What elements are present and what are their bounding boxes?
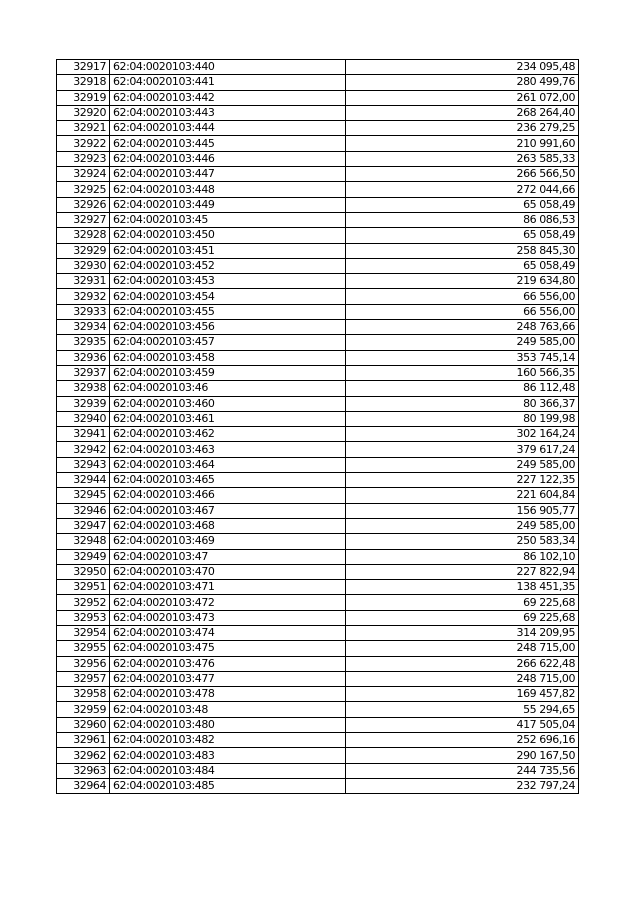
table-row: [57, 212, 579, 227]
cadastral-value-cell: 86 112,48: [346, 381, 579, 396]
table-row: [57, 182, 579, 197]
row-number-cell: 32925: [57, 182, 110, 197]
table-row: [57, 105, 579, 120]
row-number-cell: 32940: [57, 411, 110, 426]
table-body: [57, 60, 579, 794]
row-number-cell: 32951: [57, 580, 110, 595]
cadastral-value-cell: 65 058,49: [346, 197, 579, 212]
cadastral-number-cell: 62:04:0020103:447: [110, 167, 346, 182]
table-row: [57, 625, 579, 640]
row-number-cell: 32955: [57, 641, 110, 656]
row-number-cell: 32933: [57, 304, 110, 319]
table-row: [57, 687, 579, 702]
cadastral-value-cell: 69 225,68: [346, 595, 579, 610]
cadastral-number-cell: 62:04:0020103:459: [110, 365, 346, 380]
table-row: [57, 90, 579, 105]
cadastral-number-cell: 62:04:0020103:484: [110, 763, 346, 778]
cadastral-value-cell: 266 566,50: [346, 167, 579, 182]
cadastral-value-cell: 258 845,30: [346, 243, 579, 258]
cadastral-number-cell: 62:04:0020103:476: [110, 656, 346, 671]
table-row: [57, 274, 579, 289]
cadastral-number-cell: 62:04:0020103:441: [110, 75, 346, 90]
cadastral-number-cell: 62:04:0020103:461: [110, 411, 346, 426]
cadastral-value-cell: 169 457,82: [346, 687, 579, 702]
cadastral-value-cell: 268 264,40: [346, 105, 579, 120]
cadastral-value-cell: 244 735,56: [346, 763, 579, 778]
cadastral-number-cell: 62:04:0020103:47: [110, 549, 346, 564]
table-row: [57, 534, 579, 549]
cadastral-number-cell: 62:04:0020103:455: [110, 304, 346, 319]
cadastral-number-cell: 62:04:0020103:485: [110, 778, 346, 793]
cadastral-number-cell: 62:04:0020103:444: [110, 121, 346, 136]
cadastral-value-cell: 156 905,77: [346, 503, 579, 518]
cadastral-value-cell: 86 102,10: [346, 549, 579, 564]
cadastral-value-cell: 266 622,48: [346, 656, 579, 671]
cadastral-number-cell: 62:04:0020103:469: [110, 534, 346, 549]
table-row: [57, 365, 579, 380]
cadastral-number-cell: 62:04:0020103:475: [110, 641, 346, 656]
table-row: [57, 197, 579, 212]
row-number-cell: 32937: [57, 365, 110, 380]
table-row: [57, 258, 579, 273]
cadastral-value-cell: 55 294,65: [346, 702, 579, 717]
cadastral-value-cell: 302 164,24: [346, 427, 579, 442]
table-row: [57, 381, 579, 396]
cadastral-number-cell: 62:04:0020103:463: [110, 442, 346, 457]
row-number-cell: 32939: [57, 396, 110, 411]
table-row: [57, 243, 579, 258]
row-number-cell: 32935: [57, 335, 110, 350]
cadastral-number-cell: 62:04:0020103:443: [110, 105, 346, 120]
cadastral-number-cell: 62:04:0020103:471: [110, 580, 346, 595]
row-number-cell: 32944: [57, 473, 110, 488]
row-number-cell: 32942: [57, 442, 110, 457]
cadastral-value-cell: 80 199,98: [346, 411, 579, 426]
row-number-cell: 32958: [57, 687, 110, 702]
row-number-cell: 32931: [57, 274, 110, 289]
cadastral-number-cell: 62:04:0020103:474: [110, 625, 346, 640]
cadastral-number-cell: 62:04:0020103:482: [110, 733, 346, 748]
cadastral-number-cell: 62:04:0020103:457: [110, 335, 346, 350]
row-number-cell: 32946: [57, 503, 110, 518]
cadastral-number-cell: 62:04:0020103:483: [110, 748, 346, 763]
table-row: [57, 350, 579, 365]
cadastral-number-cell: 62:04:0020103:480: [110, 717, 346, 732]
cadastral-value-cell: 65 058,49: [346, 228, 579, 243]
row-number-cell: 32936: [57, 350, 110, 365]
row-number-cell: 32948: [57, 534, 110, 549]
cadastral-value-cell: 272 044,66: [346, 182, 579, 197]
table-row: [57, 733, 579, 748]
row-number-cell: 32949: [57, 549, 110, 564]
table-row: [57, 488, 579, 503]
cadastral-number-cell: 62:04:0020103:454: [110, 289, 346, 304]
cadastral-number-cell: 62:04:0020103:450: [110, 228, 346, 243]
cadastral-value-cell: 65 058,49: [346, 258, 579, 273]
cadastral-value-cell: 80 366,37: [346, 396, 579, 411]
table-row: [57, 473, 579, 488]
table-row: [57, 580, 579, 595]
row-number-cell: 32929: [57, 243, 110, 258]
row-number-cell: 32947: [57, 518, 110, 533]
table-row: [57, 564, 579, 579]
cadastral-number-cell: 62:04:0020103:460: [110, 396, 346, 411]
cadastral-value-cell: 69 225,68: [346, 610, 579, 625]
cadastral-value-cell: 250 583,34: [346, 534, 579, 549]
row-number-cell: 32950: [57, 564, 110, 579]
cadastral-number-cell: 62:04:0020103:472: [110, 595, 346, 610]
cadastral-value-cell: 290 167,50: [346, 748, 579, 763]
cadastral-number-cell: 62:04:0020103:456: [110, 320, 346, 335]
cadastral-value-cell: 138 451,35: [346, 580, 579, 595]
table-row: [57, 396, 579, 411]
row-number-cell: 32961: [57, 733, 110, 748]
cadastral-value-cell: 227 122,35: [346, 473, 579, 488]
cadastral-value-cell: 219 634,80: [346, 274, 579, 289]
table-row: [57, 60, 579, 75]
cadastral-number-cell: 62:04:0020103:442: [110, 90, 346, 105]
cadastral-value-cell: 252 696,16: [346, 733, 579, 748]
cadastral-number-cell: 62:04:0020103:48: [110, 702, 346, 717]
row-number-cell: 32960: [57, 717, 110, 732]
table-row: [57, 442, 579, 457]
cadastral-number-cell: 62:04:0020103:466: [110, 488, 346, 503]
table-row: [57, 335, 579, 350]
cadastral-value-cell: 249 585,00: [346, 335, 579, 350]
row-number-cell: 32920: [57, 105, 110, 120]
cadastral-value-cell: 66 556,00: [346, 289, 579, 304]
row-number-cell: 32923: [57, 151, 110, 166]
cadastral-number-cell: 62:04:0020103:477: [110, 671, 346, 686]
table-row: [57, 503, 579, 518]
row-number-cell: 32924: [57, 167, 110, 182]
table-row: [57, 427, 579, 442]
row-number-cell: 32943: [57, 457, 110, 472]
row-number-cell: 32963: [57, 763, 110, 778]
cadastral-value-cell: 248 763,66: [346, 320, 579, 335]
row-number-cell: 32930: [57, 258, 110, 273]
cadastral-value-cell: 227 822,94: [346, 564, 579, 579]
table-row: [57, 748, 579, 763]
table-row: [57, 549, 579, 564]
cadastral-value-cell: 261 072,00: [346, 90, 579, 105]
cadastral-value-cell: 263 585,33: [346, 151, 579, 166]
cadastral-value-cell: 314 209,95: [346, 625, 579, 640]
cadastral-number-cell: 62:04:0020103:467: [110, 503, 346, 518]
cadastral-value-cell: 160 566,35: [346, 365, 579, 380]
row-number-cell: 32918: [57, 75, 110, 90]
row-number-cell: 32956: [57, 656, 110, 671]
table-row: [57, 411, 579, 426]
row-number-cell: 32926: [57, 197, 110, 212]
row-number-cell: 32952: [57, 595, 110, 610]
cadastral-number-cell: 62:04:0020103:470: [110, 564, 346, 579]
cadastral-number-cell: 62:04:0020103:440: [110, 60, 346, 75]
row-number-cell: 32953: [57, 610, 110, 625]
cadastral-value-cell: 417 505,04: [346, 717, 579, 732]
row-number-cell: 32932: [57, 289, 110, 304]
cadastral-number-cell: 62:04:0020103:446: [110, 151, 346, 166]
cadastral-value-cell: 248 715,00: [346, 641, 579, 656]
row-number-cell: 32957: [57, 671, 110, 686]
cadastral-number-cell: 62:04:0020103:453: [110, 274, 346, 289]
table-row: [57, 717, 579, 732]
table-row: [57, 457, 579, 472]
cadastral-number-cell: 62:04:0020103:46: [110, 381, 346, 396]
cadastral-value-cell: 210 991,60: [346, 136, 579, 151]
row-number-cell: 32938: [57, 381, 110, 396]
cadastral-number-cell: 62:04:0020103:464: [110, 457, 346, 472]
cadastral-value-cell: 66 556,00: [346, 304, 579, 319]
cadastral-value-cell: 236 279,25: [346, 121, 579, 136]
table-row: [57, 121, 579, 136]
row-number-cell: 32919: [57, 90, 110, 105]
table-row: [57, 778, 579, 793]
table-row: [57, 75, 579, 90]
table-row: [57, 671, 579, 686]
row-number-cell: 32945: [57, 488, 110, 503]
cadastral-value-cell: 86 086,53: [346, 212, 579, 227]
cadastral-value-cell: 353 745,14: [346, 350, 579, 365]
table-row: [57, 320, 579, 335]
table-row: [57, 702, 579, 717]
row-number-cell: 32959: [57, 702, 110, 717]
cadastral-value-cell: 249 585,00: [346, 518, 579, 533]
cadastral-number-cell: 62:04:0020103:451: [110, 243, 346, 258]
row-number-cell: 32954: [57, 625, 110, 640]
cadastral-value-cell: 379 617,24: [346, 442, 579, 457]
row-number-cell: 32934: [57, 320, 110, 335]
cadastral-number-cell: 62:04:0020103:449: [110, 197, 346, 212]
cadastral-value-table: [56, 59, 579, 794]
table-row: [57, 136, 579, 151]
table-row: [57, 595, 579, 610]
cadastral-number-cell: 62:04:0020103:465: [110, 473, 346, 488]
cadastral-value-cell: 232 797,24: [346, 778, 579, 793]
cadastral-number-cell: 62:04:0020103:458: [110, 350, 346, 365]
cadastral-value-cell: 280 499,76: [346, 75, 579, 90]
table-row: [57, 228, 579, 243]
row-number-cell: 32928: [57, 228, 110, 243]
cadastral-number-cell: 62:04:0020103:448: [110, 182, 346, 197]
cadastral-value-cell: 221 604,84: [346, 488, 579, 503]
cadastral-value-cell: 234 095,48: [346, 60, 579, 75]
cadastral-value-cell: 248 715,00: [346, 671, 579, 686]
table-row: [57, 167, 579, 182]
cadastral-number-cell: 62:04:0020103:468: [110, 518, 346, 533]
table-row: [57, 304, 579, 319]
table-row: [57, 641, 579, 656]
row-number-cell: 32921: [57, 121, 110, 136]
row-number-cell: 32964: [57, 778, 110, 793]
table-row: [57, 610, 579, 625]
row-number-cell: 32941: [57, 427, 110, 442]
table-row: [57, 151, 579, 166]
cadastral-number-cell: 62:04:0020103:473: [110, 610, 346, 625]
cadastral-number-cell: 62:04:0020103:445: [110, 136, 346, 151]
row-number-cell: 32917: [57, 60, 110, 75]
cadastral-number-cell: 62:04:0020103:452: [110, 258, 346, 273]
cadastral-number-cell: 62:04:0020103:45: [110, 212, 346, 227]
cadastral-number-cell: 62:04:0020103:462: [110, 427, 346, 442]
table-row: [57, 763, 579, 778]
cadastral-number-cell: 62:04:0020103:478: [110, 687, 346, 702]
table-row: [57, 289, 579, 304]
table-row: [57, 656, 579, 671]
row-number-cell: 32922: [57, 136, 110, 151]
table-row: [57, 518, 579, 533]
row-number-cell: 32927: [57, 212, 110, 227]
row-number-cell: 32962: [57, 748, 110, 763]
cadastral-value-cell: 249 585,00: [346, 457, 579, 472]
